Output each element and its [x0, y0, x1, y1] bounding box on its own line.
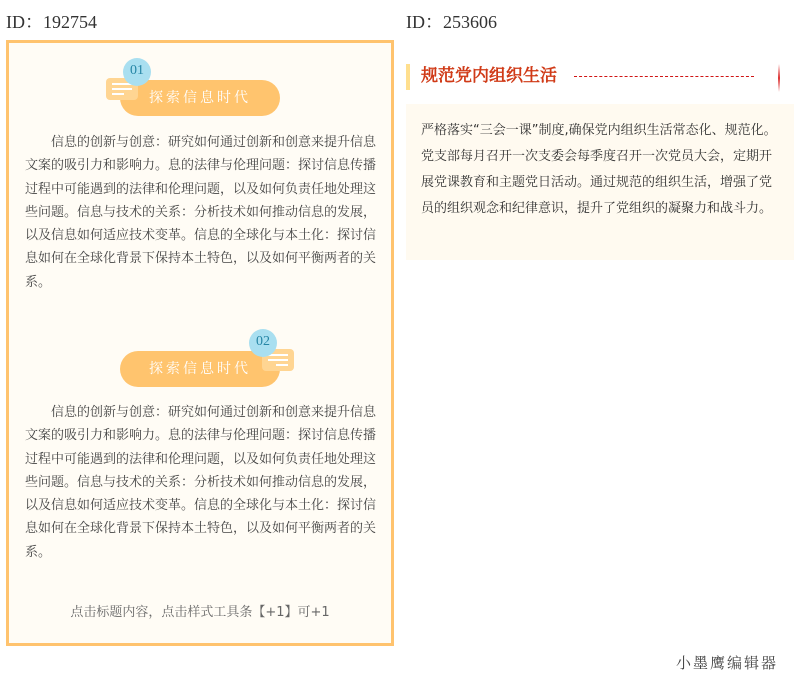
section-number-badge: 02 — [249, 329, 277, 357]
brand-watermark: 小墨鹰编辑器 — [675, 654, 778, 672]
dashed-divider — [574, 76, 754, 77]
section-number-badge: 01 — [123, 58, 151, 86]
decorative-bar — [778, 64, 780, 92]
section-title-button[interactable]: 探索信息时代 — [120, 80, 280, 116]
content-box — [406, 104, 794, 260]
template-id-right: ID：253606 — [406, 12, 497, 32]
template-card-left[interactable] — [6, 40, 394, 646]
section-body: 信息的创新与创意：研究如何通过创新和创意来提升信息文案的吸引力和影响力。息的法律与伦理问题：探讨信息传播过程中可能遇到的法律和伦理问题，以及如何负责任地处理这些问题。信息与技术的关系：分析技术如何推动信息的发展，以及信息如何适应技术变革。信息的全球化与本土化：探讨信息如何在全球化背景下保持本土特色，以及如何平衡两者的关系。 — [25, 405, 377, 560]
section-heading[interactable]: 规范党内组织生活 — [406, 64, 557, 90]
section-title-button[interactable]: 探索信息时代 — [120, 351, 280, 387]
section-body: 信息的创新与创意：研究如何通过创新和创意来提升信息文案的吸引力和影响力。息的法律与伦理问题：探讨信息传播过程中可能遇到的法律和伦理问题，以及如何负责任地处理这些问题。信息与技术的关系：分析技术如何推动信息的发展，以及信息如何适应技术变革。信息的全球化与本土化：探讨信息如何在全球化背景下保持本土特色，以及如何平衡两者的关系。 — [25, 135, 377, 290]
footer-hint: 点击标题内容，点击样式工具条【+1】可+1 — [70, 605, 330, 620]
content-text: 严格落实“三会一课”制度,确保党内组织生活常态化、规范化。党支部每月召开一次支委会每季度召开一次党员大会，定期开展党课教育和主题党日活动。通过规范的组织生活，增强了党员的组织观念和纪律意识，提升了党组织的凝聚力和战斗力。 — [421, 123, 777, 216]
template-id-left: ID：192754 — [6, 12, 97, 32]
